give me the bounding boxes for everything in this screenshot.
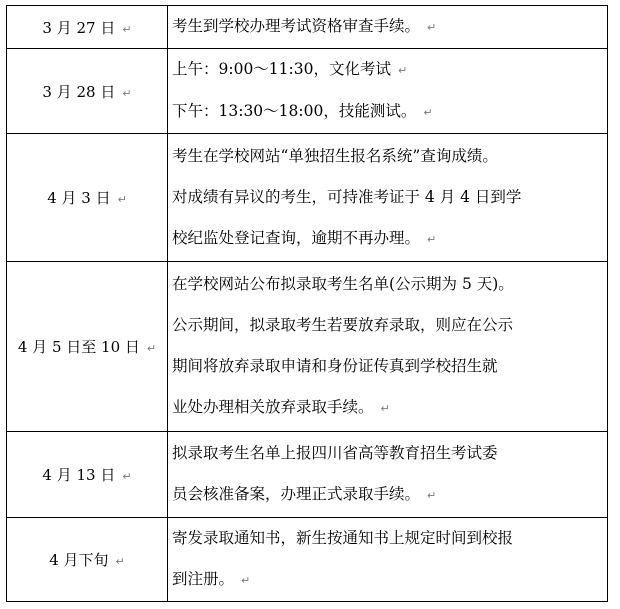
date-cell: 3 月 27 日 ↵: [7, 6, 168, 49]
paragraph-mark-icon: ↵: [122, 22, 132, 36]
paragraph-mark-icon: ↵: [427, 489, 437, 502]
schedule-table: [6, 5, 608, 602]
content-line: 校纪监处登记查询，逾期不再办理。 ↵: [172, 228, 437, 247]
content-line: 员会核准备案，办理正式录取手续。 ↵: [172, 485, 437, 503]
paragraph-mark-icon: ↵: [146, 342, 157, 355]
content-line: 下午：13:30～18:00，技能测试。 ↵: [172, 102, 433, 120]
content-line: 到注册。 ↵: [172, 570, 251, 588]
date-cell: 3 月 28 日 ↵: [7, 49, 168, 134]
content-line: 上午：9:00～11:30，文化考试 ↵: [172, 60, 408, 78]
paragraph-mark-icon: ↵: [122, 470, 132, 483]
paragraph-mark-icon: ↵: [427, 21, 437, 34]
table-row: [7, 6, 608, 49]
date-cell: 4 月 5 日至 10 日 ↵: [7, 262, 168, 432]
content-line: 业处办理相关放弃录取手续。 ↵: [172, 398, 390, 416]
table-row: [7, 49, 608, 134]
content-cell: [168, 6, 608, 49]
content-cell: [168, 262, 608, 432]
content-cell: [168, 518, 608, 602]
table-row: [7, 134, 608, 262]
paragraph-mark-icon: ↵: [115, 555, 125, 568]
paragraph-mark-icon: ↵: [380, 402, 390, 415]
content-line: 寄发录取通知书，新生按通知书上规定时间到校报: [172, 529, 514, 547]
content-cell: [168, 134, 608, 262]
date-cell: 4 月下旬 ↵: [7, 518, 168, 602]
paragraph-mark-icon: ↵: [423, 106, 433, 119]
content-line: 考生在学校网站“单独招生报名系统”查询成绩。: [172, 146, 498, 165]
content-line: 期间将放弃录取申请和身份证传真到学校招生就: [172, 357, 498, 375]
paragraph-mark-icon: ↵: [241, 574, 251, 587]
content-line: 拟录取考生名单上报四川省高等教育招生考试委: [172, 444, 498, 462]
content-line: 对成绩有异议的考生，可持准考证于 4 月 4 日到学: [172, 187, 522, 206]
paragraph-mark-icon: ↵: [427, 232, 437, 246]
table-row: [7, 518, 608, 602]
table-row: [7, 262, 608, 432]
content-line: 公示期间，拟录取考生若要放弃录取，则应在公示: [172, 316, 514, 334]
content-line: 考生到学校办理考试资格审查手续。 ↵: [172, 17, 437, 35]
paragraph-mark-icon: ↵: [122, 86, 132, 100]
paragraph-mark-icon: ↵: [117, 193, 127, 206]
content-line: 在学校网站公布拟录取考生名单(公示期为 5 天)。: [172, 275, 514, 293]
content-cell: [168, 432, 608, 518]
content-cell: [168, 49, 608, 134]
table-row: [7, 432, 608, 518]
date-cell: 4 月 13 日 ↵: [7, 432, 168, 518]
paragraph-mark-icon: ↵: [397, 64, 408, 77]
date-cell: 4 月 3 日 ↵: [7, 134, 168, 262]
